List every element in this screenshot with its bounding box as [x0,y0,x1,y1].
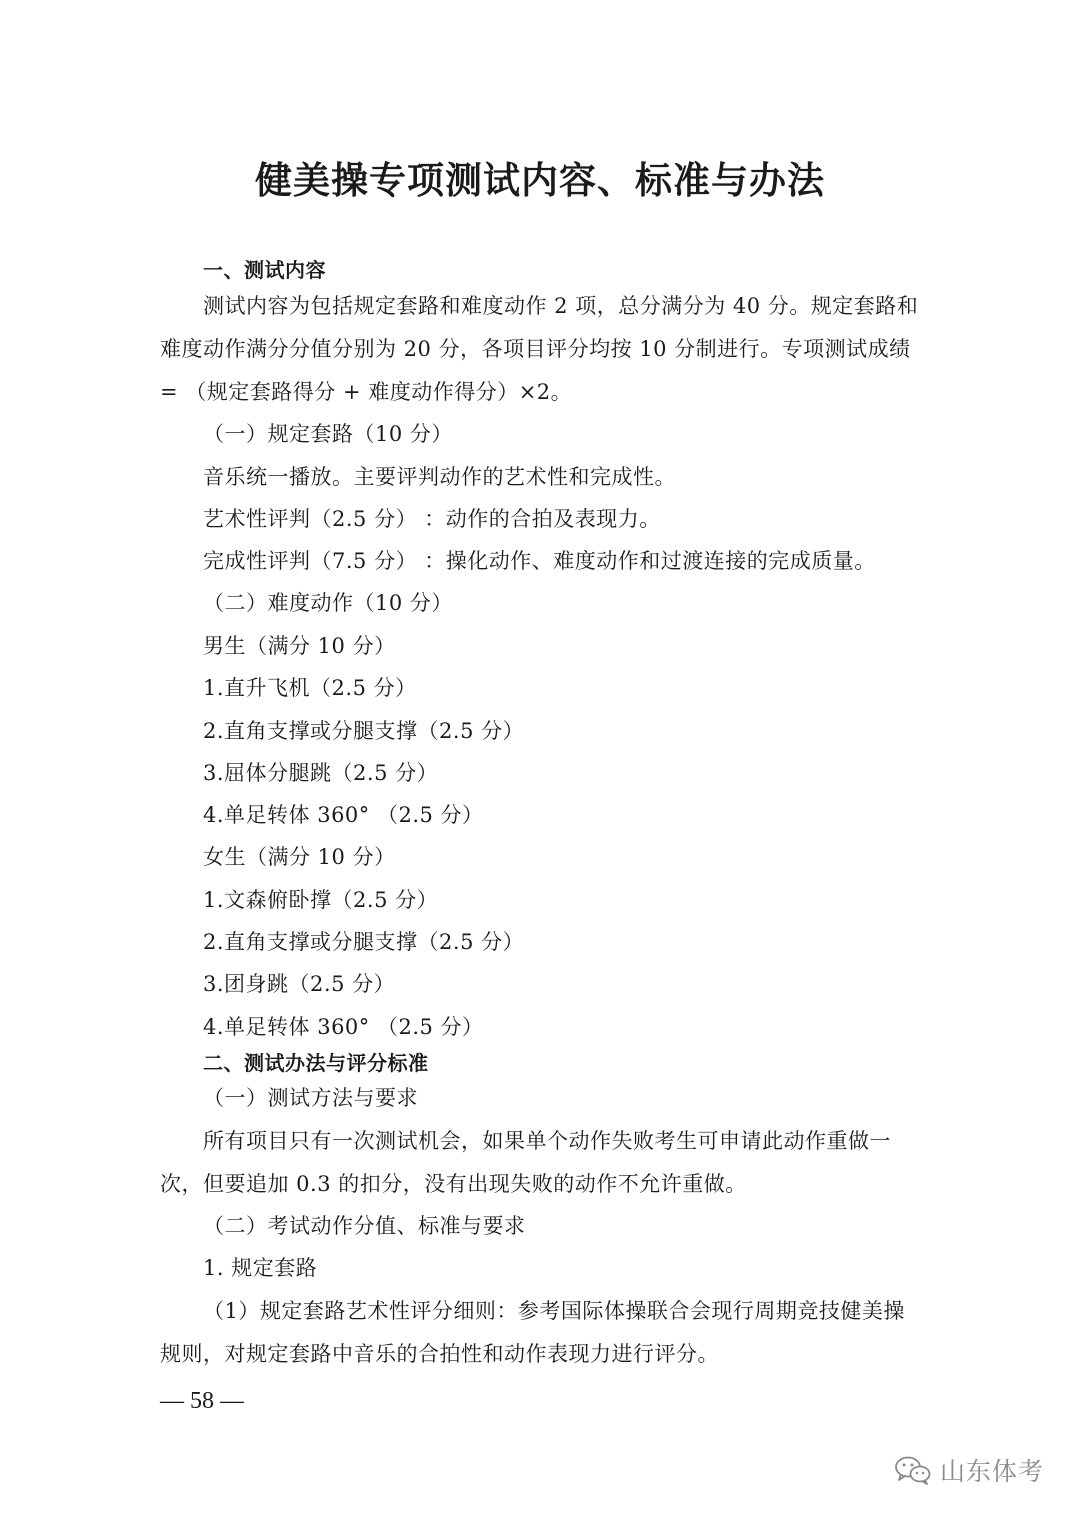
paragraph-line: 规则，对规定套路中音乐的合拍性和动作表现力进行评分。 [160,1342,719,1366]
subsection-heading: （二）考试动作分值、标准与要求 [203,1214,526,1238]
subsection-heading: （一）测试方法与要求 [203,1086,418,1110]
list-item: 2.直角支撑或分腿支撑（2.5 分） [203,930,525,954]
subsection-heading: （一）规定套路（10 分） [203,422,453,446]
list-item: 3.屈体分腿跳（2.5 分） [203,761,439,785]
section-heading-1: 一、测试内容 [203,258,326,282]
list-item: 1.直升飞机（2.5 分） [203,676,417,700]
page-title: 健美操专项测试内容、标准与办法 [255,158,825,202]
paragraph-line: 次，但要追加 0.3 的扣分，没有出现失败的动作不允许重做。 [160,1172,747,1196]
paragraph-line: 完成性评判（7.5 分） ：操化动作、难度动作和过渡连接的完成质量。 [203,549,876,573]
list-item: 2.直角支撑或分腿支撑（2.5 分） [203,719,525,743]
list-item: 4.单足转体 360° （2.5 分） [203,803,484,827]
wechat-icon [894,1455,932,1485]
paragraph-line: （1）规定套路艺术性评分细则：参考国际体操联合会现行周期竞技健美操 [203,1299,905,1323]
list-item: 3.团身跳（2.5 分） [203,972,396,996]
list-item: 4.单足转体 360° （2.5 分） [203,1015,484,1039]
watermark [894,1452,1044,1488]
paragraph-line: 测试内容为包括规定套路和难度动作 2 项，总分满分为 40 分。规定套路和 [203,294,919,318]
paragraph-line: 音乐统一播放。主要评判动作的艺术性和完成性。 [203,465,676,489]
watermark-text: 山东体考 [939,1457,1044,1486]
paragraph-line: = （规定套路得分 + 难度动作得分）×2。 [160,380,573,404]
paragraph-line: 所有项目只有一次测试机会，如果单个动作失败考生可申请此动作重做一 [203,1129,891,1153]
list-item: 1.文森俯卧撑（2.5 分） [203,888,439,912]
item-heading: 1. 规定套路 [203,1256,318,1280]
page-number: — 58 — [160,1388,244,1414]
female-heading: 女生（满分 10 分） [203,845,396,869]
male-heading: 男生（满分 10 分） [203,634,396,658]
paragraph-line: 艺术性评判（2.5 分） ：动作的合拍及表现力。 [203,507,661,531]
section-heading-2: 二、测试办法与评分标准 [203,1051,429,1075]
paragraph-line: 难度动作满分分值分别为 20 分，各项目评分均按 10 分制进行。专项测试成绩 [160,337,911,361]
subsection-heading: （二）难度动作（10 分） [203,591,453,615]
